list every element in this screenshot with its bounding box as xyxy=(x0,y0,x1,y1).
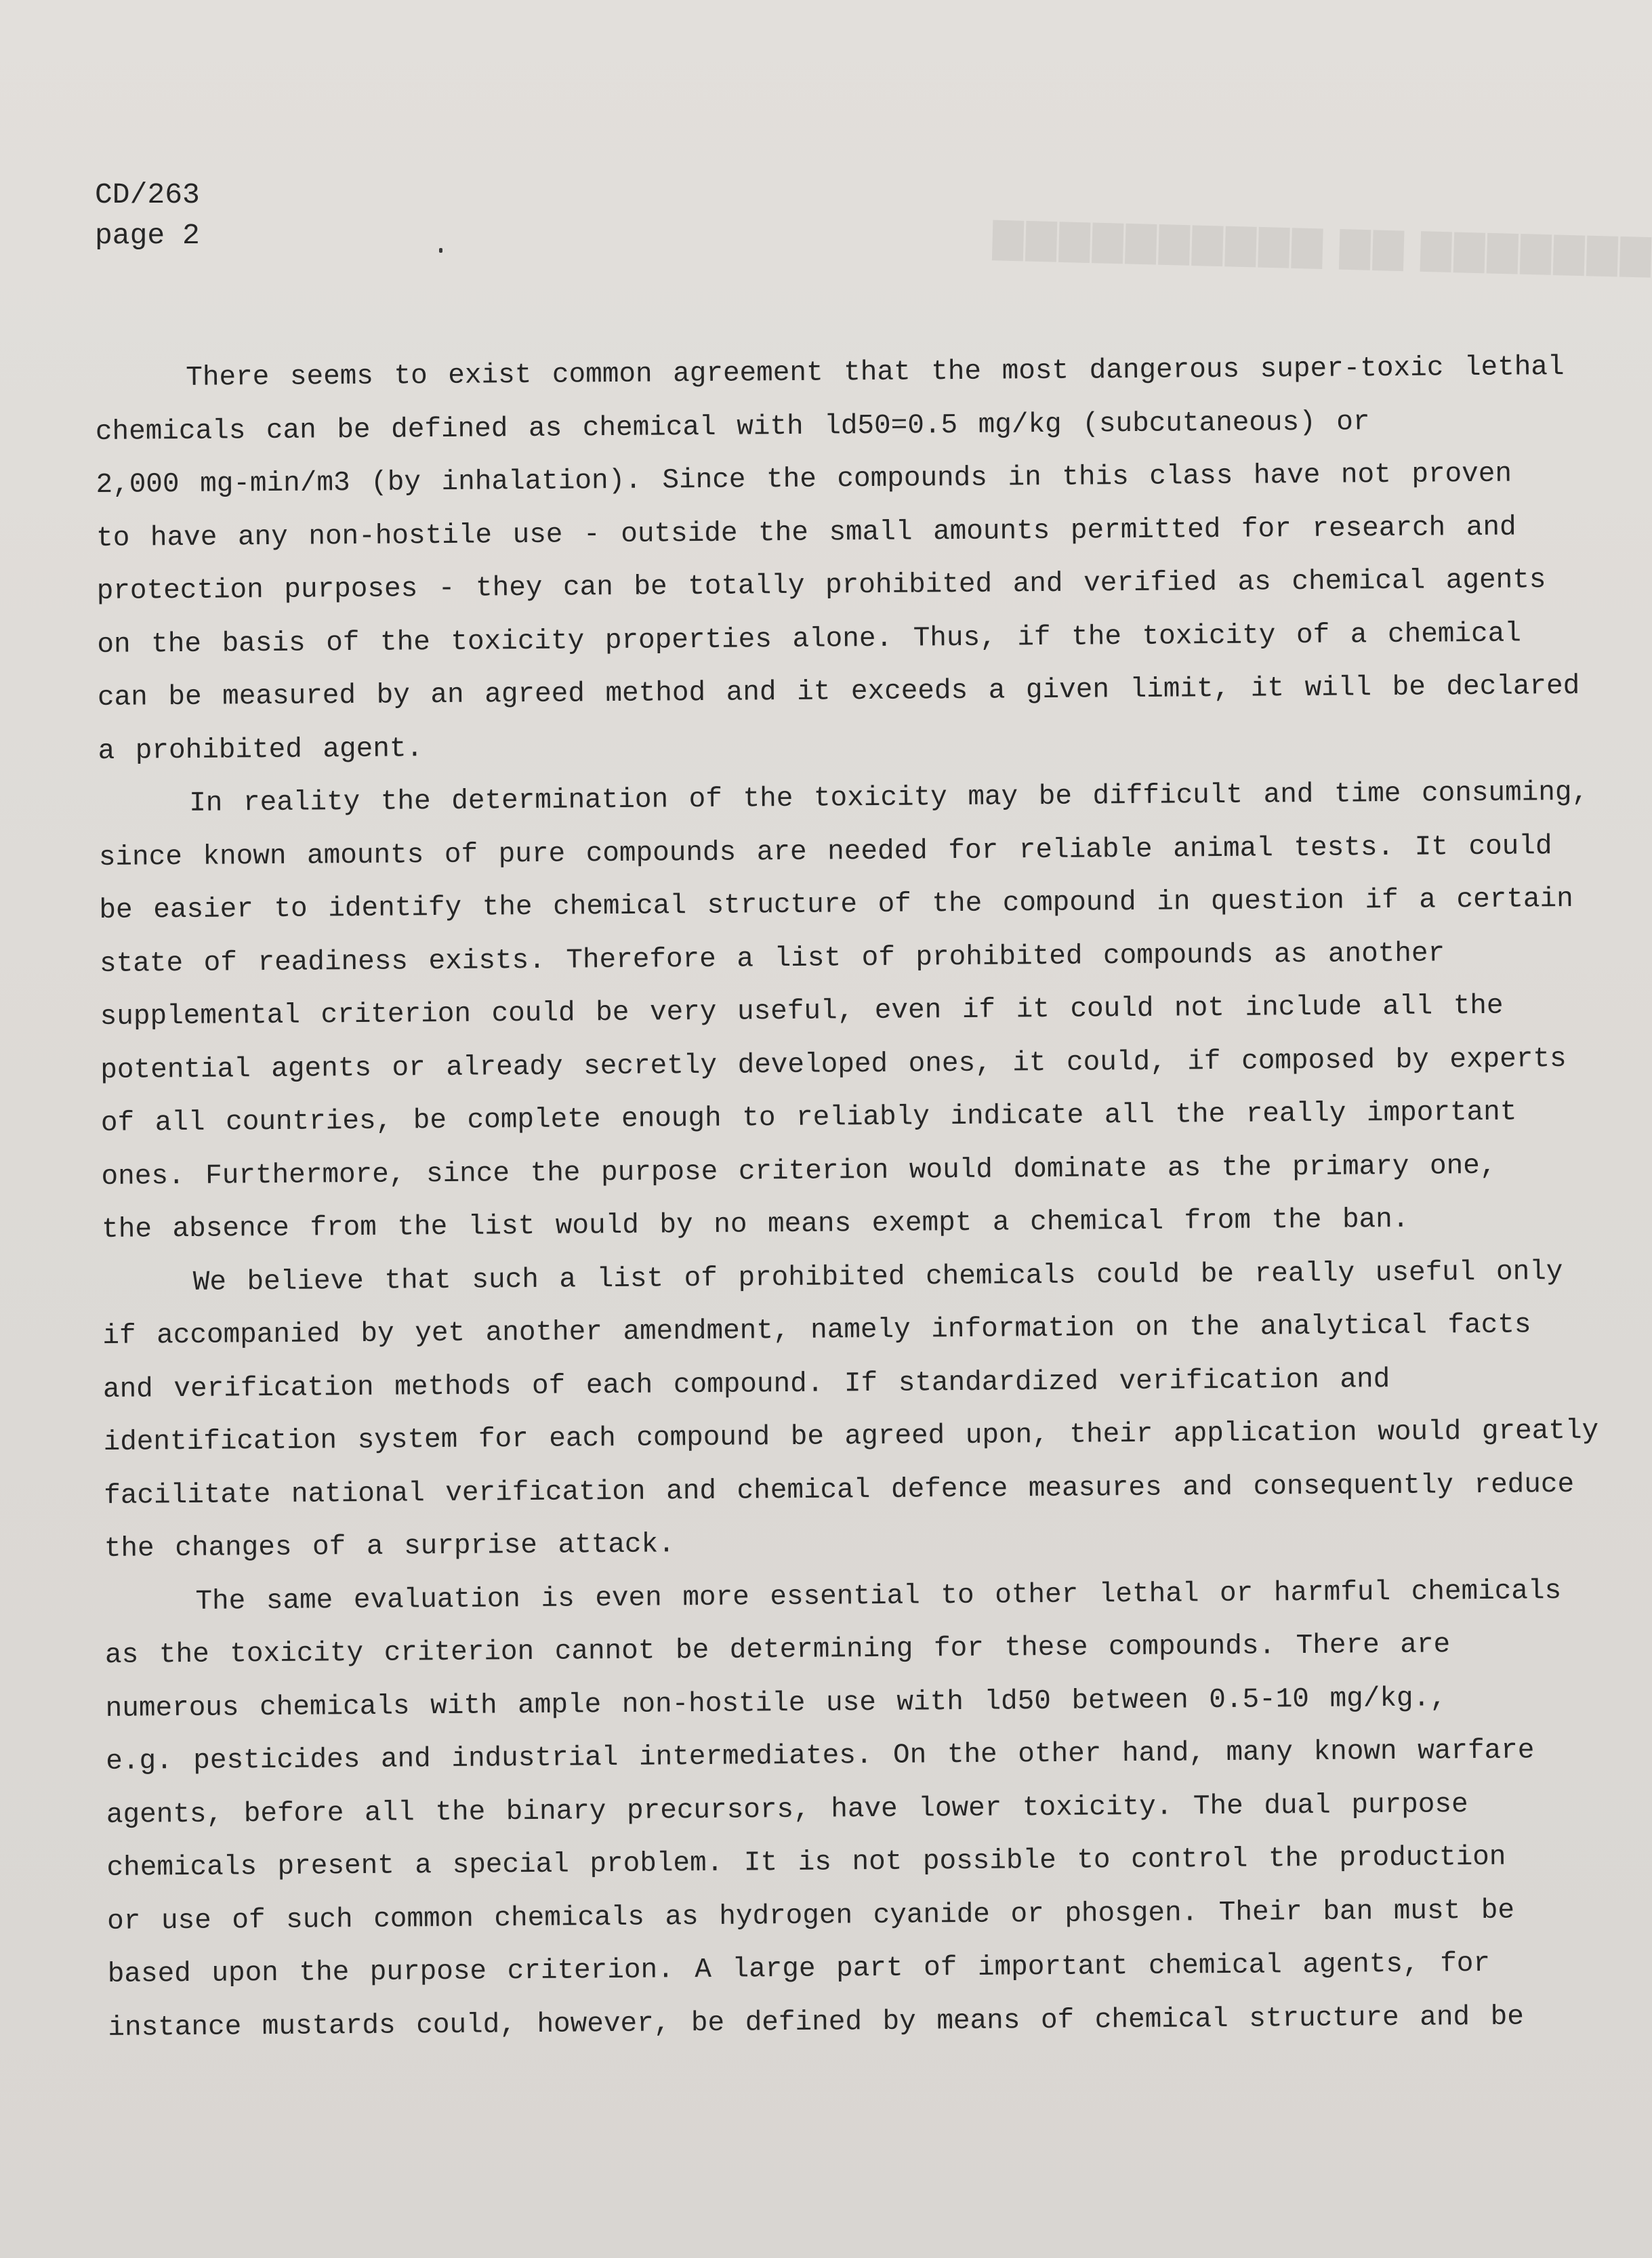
text-line: The same evaluation is even more essential to other lethal or harmful chemicals xyxy=(195,1575,1562,1618)
text-line: as the toxicity criterion cannot be determining for these compounds. There are xyxy=(104,1629,1451,1671)
text-line: a prohibited agent. xyxy=(98,733,424,767)
text-line: instance mustards could, however, be defined by means of chemical structure and be xyxy=(108,2001,1525,2044)
text-line: if accompanied by yet another amendment, namely information on the analytical facts xyxy=(102,1309,1531,1352)
text-line: the absence from the list would by no means exempt a chemical from the ban. xyxy=(101,1204,1409,1246)
text-line: be easier to identify the chemical structure of the compound in question if a certain xyxy=(99,883,1573,926)
text-line: on the basis of the toxicity properties alone. Thus, if the toxicity of a chemical xyxy=(97,617,1522,661)
text-line: chemicals present a special problem. It is not possible to control the production xyxy=(106,1841,1506,1884)
text-line: the changes of a surprise attack. xyxy=(104,1529,675,1565)
paragraph-3 xyxy=(102,1245,1622,1576)
text-line: based upon the purpose criterion. A large part of important chemical agents, for xyxy=(107,1948,1491,1990)
text-line: chemicals can be defined as chemical with ld50=0.5 mg/kg (subcutaneous) or xyxy=(95,406,1370,448)
text-line: ones. Furthermore, since the purpose criterion would dominate as the primary one, xyxy=(101,1150,1497,1193)
body-text xyxy=(95,340,1626,2055)
paragraph-2 xyxy=(98,766,1619,1256)
text-line: and verification methods of each compound. If standardized verification and xyxy=(102,1363,1390,1405)
text-line: In reality the determination of the toxicity may be difficult and time consuming, xyxy=(189,777,1589,819)
text-line: of all countries, be complete enough to reliably indicate all the really important xyxy=(100,1096,1517,1139)
text-line: to have any non-hostile use - outside the small amounts permitted for research and xyxy=(96,512,1516,554)
ink-speck xyxy=(439,248,442,253)
text-line: 2,000 mg-min/m3 (by inhalation). Since the compounds in this class have not proven xyxy=(96,458,1512,501)
paragraph-1 xyxy=(95,340,1616,778)
show-through-heading: ▇▇▇▇▇▇▇ ▇▇ ▇▇▇▇▇▇▇▇▇▇ xyxy=(989,215,1651,276)
text-line: identification system for each compound be agreed upon, their application would greatly xyxy=(103,1415,1599,1458)
text-line: agents, before all the binary precursors, have lower toxicity. The dual purpose xyxy=(106,1788,1468,1831)
text-line: potential agents or already secretly developed ones, it could, if composed by experts xyxy=(100,1043,1567,1086)
page-number: page 2 xyxy=(95,219,200,252)
text-line: facilitate national verification and chemical defence measures and consequently reduce xyxy=(104,1469,1575,1512)
text-line: supplemental criterion could be very useful, even if it could not include all the xyxy=(100,990,1504,1033)
document-reference: CD/263 xyxy=(95,178,200,211)
text-line: or use of such common chemicals as hydrogen cyanide or phosgen. Their ban must be xyxy=(107,1895,1515,1937)
page-header xyxy=(95,175,200,256)
text-line: state of readiness exists. Therefore a list of prohibited compounds as another xyxy=(99,937,1445,980)
text-line: There seems to exist common agreement that the most dangerous super-toxic lethal xyxy=(186,351,1565,394)
paragraph-4 xyxy=(104,1564,1626,2055)
text-line: e.g. pesticides and industrial intermediates. On the other hand, many known warfare xyxy=(106,1735,1535,1778)
text-line: We believe that such a list of prohibited chemicals could be really useful only xyxy=(192,1256,1563,1298)
text-line: numerous chemicals with ample non-hostile use with ld50 between 0.5-10 mg/kg., xyxy=(105,1682,1447,1725)
text-line: can be measured by an agreed method and it exceeds a given limit, it will be declared xyxy=(97,670,1580,714)
text-line: protection purposes - they can be totally prohibited and verified as chemical agents xyxy=(96,564,1546,607)
text-line: since known amounts of pure compounds are needed for reliable animal tests. It could xyxy=(98,830,1552,874)
